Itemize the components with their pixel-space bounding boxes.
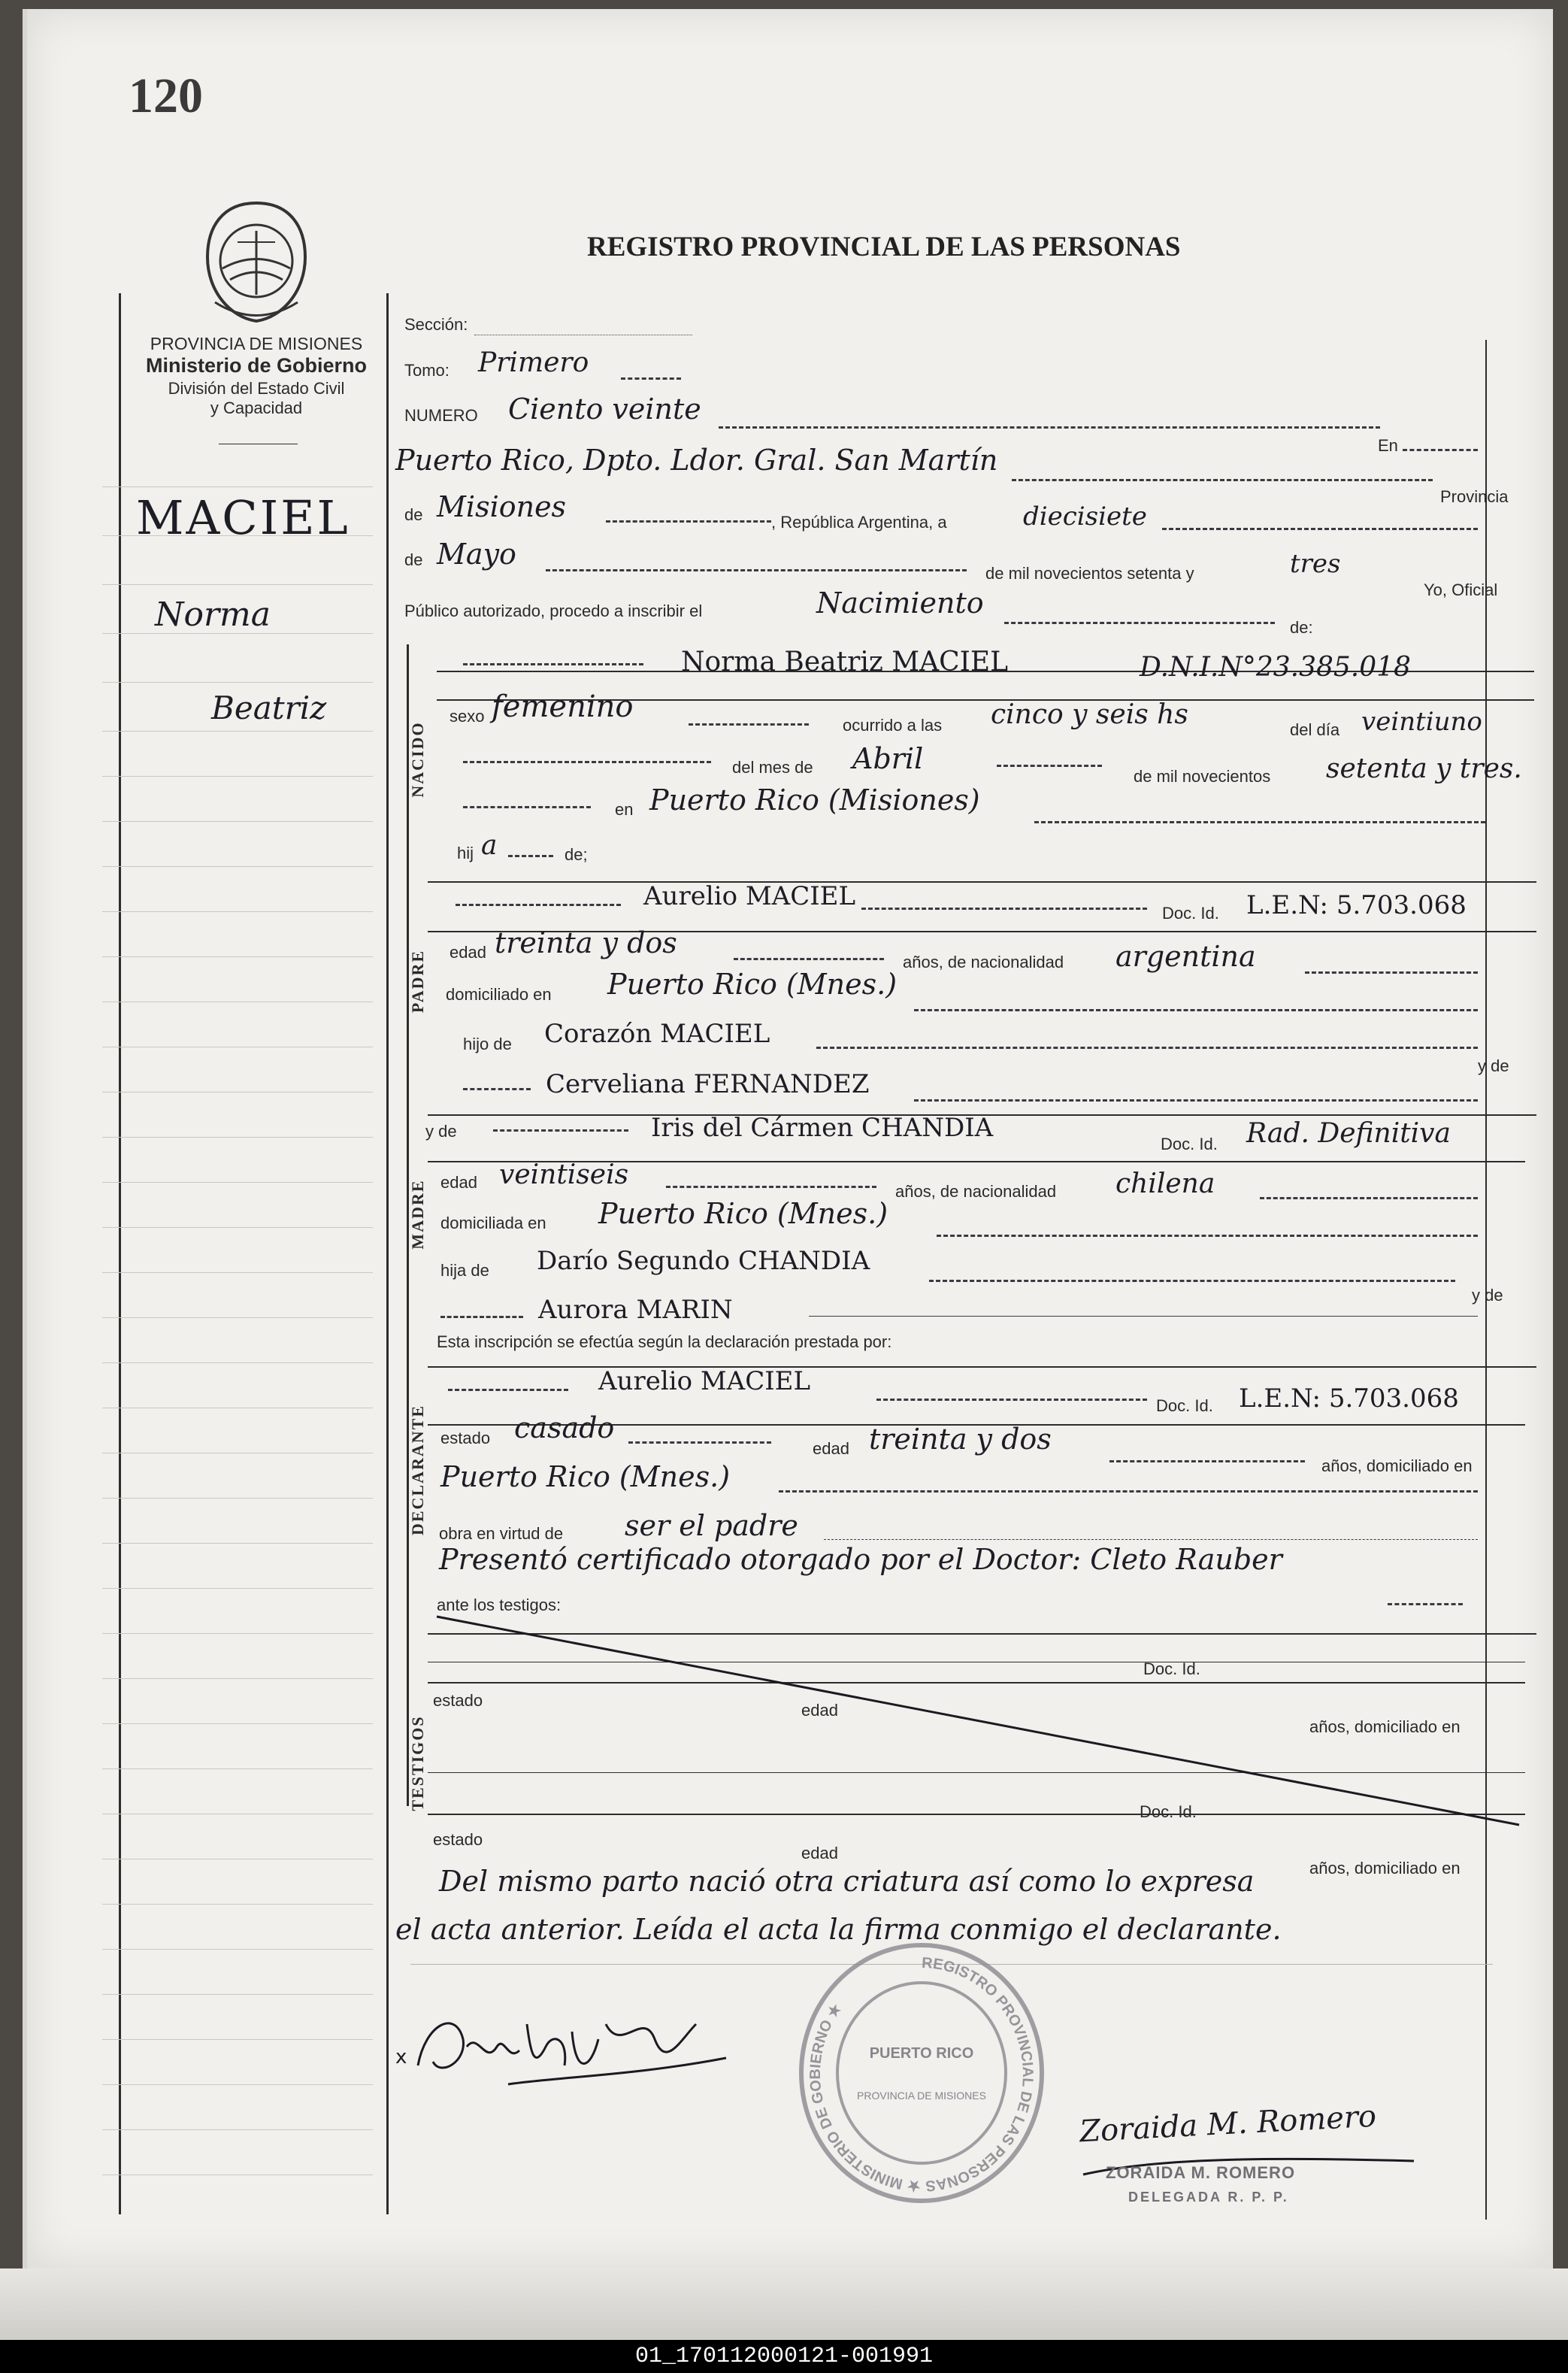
official-title: DELEGADA R. P. P. (1128, 2190, 1289, 2205)
label-ante-testigos: ante los testigos: (437, 1596, 562, 1614)
margin-surname: MACIEL (136, 490, 350, 545)
value-padre-madre: Cerveliana FERNANDEZ (546, 1069, 870, 1099)
label-madre-doc: Doc. Id. (1161, 1135, 1218, 1153)
stamp-ring-text: REGISTRO PROVINCIAL DE LAS PERSONAS ★ MINISTERIO DE GOBIERNO ★ (807, 1954, 1037, 2195)
value-madre-nombre: Iris del Cármen CHANDIA (651, 1113, 994, 1143)
label-hij: hij (457, 844, 474, 862)
label-del-mes: del mes de (732, 758, 813, 777)
label-testigo2-edad: edad (801, 1844, 838, 1862)
label-de-colon: de: (1290, 618, 1313, 637)
section-label-declarante: DECLARANTE (408, 1404, 427, 1536)
register-page (23, 9, 1553, 2268)
svg-text:x: x (395, 2046, 407, 2068)
value-madre-padre: Darío Segundo CHANDIA (537, 1246, 870, 1276)
value-acto: Nacimiento (816, 586, 984, 620)
section-label-nacido: NACIDO (408, 721, 427, 798)
division-line: División del Estado Civil (168, 379, 345, 398)
label-padre-edad: edad (450, 943, 486, 962)
value-numero: Ciento veinte (508, 392, 701, 426)
value-padre-edad: treinta y dos (495, 926, 677, 959)
value-decl-nombre: Aurelio MACIEL (598, 1366, 811, 1396)
value-dia-acta: diecisiete (1023, 502, 1147, 532)
value-decl-doc: L.E.N: 5.703.068 (1239, 1383, 1459, 1414)
label-madre-hija-de: hija de (440, 1261, 489, 1280)
label-provincia: Provincia (1440, 487, 1509, 506)
official-signature: Zoraida M. Romero (1079, 2099, 1378, 2150)
label-testigo1-estado: estado (433, 1691, 483, 1710)
folio-number: 120 (129, 68, 203, 123)
left-margin-line (119, 293, 121, 2214)
capacity-line: y Capacidad (210, 399, 303, 417)
value-madre-edad: veintiseis (499, 1159, 629, 1190)
section-label-padre: PADRE (408, 949, 427, 1014)
label-madre-edad: edad (440, 1173, 477, 1192)
label-del-dia: del día (1290, 720, 1340, 739)
label-madre-y-de: y de (1472, 1286, 1503, 1305)
label-padre-nacionalidad: años, de nacionalidad (903, 953, 1064, 971)
value-padre-nombre: Aurelio MACIEL (643, 881, 856, 911)
document-title: REGISTRO PROVINCIAL DE LAS PERSONAS (587, 232, 1181, 262)
cancel-diagonal-line (407, 1611, 1534, 1836)
ministry-block (114, 334, 399, 418)
value-nombre-nacido: Norma Beatriz MACIEL (681, 647, 1009, 677)
section-label-testigos: TESTIGOS (408, 1715, 427, 1811)
label-decl-estado: estado (440, 1429, 491, 1447)
value-sexo: femenino (492, 689, 634, 724)
label-padre-doc: Doc. Id. (1162, 904, 1219, 923)
label-padre-domicilio: domiciliado en (446, 985, 552, 1004)
right-border (1485, 340, 1487, 2220)
label-en-lugar: en (615, 800, 634, 819)
official-printed-name: ZORAIDA M. ROMERO (1106, 2163, 1296, 2182)
label-de-semi: de; (565, 845, 588, 864)
value-madre-doc: Rad. Definitiva (1246, 1118, 1451, 1149)
label-yo-oficial: Yo, Oficial (1424, 580, 1498, 599)
value-anio-nac: setenta y tres. (1326, 753, 1522, 784)
label-madre-domicilio: domiciliada en (440, 1214, 546, 1232)
coat-of-arms-icon (200, 197, 313, 325)
label-de-provincia: de (404, 505, 423, 524)
label-republica: , República Argentina, a (771, 513, 947, 532)
ministry-line: Ministerio de Gobierno (145, 354, 368, 377)
label-inscripcion: Esta inscripción se efectúa según la declaración prestada por: (437, 1332, 892, 1351)
value-lugar-nac: Puerto Rico (Misiones) (649, 783, 980, 817)
note-line-2: el acta anterior. Leída el acta la firma conmigo el declarante. (395, 1913, 1282, 1946)
page-edge-band (0, 2268, 1568, 2340)
label-testigo1-edad: edad (801, 1701, 838, 1720)
label-testigo1-domicilio: años, domiciliado en (1309, 1717, 1461, 1736)
official-stamp (794, 1938, 1049, 2208)
province-line: PROVINCIA DE MISIONES (150, 334, 363, 353)
label-decl-domicilio: años, domiciliado en (1321, 1456, 1473, 1475)
label-tomo: Tomo: (404, 361, 450, 380)
value-lugar: Puerto Rico, Dpto. Ldor. Gral. San Martín (395, 444, 998, 477)
label-testigo2-doc: Doc. Id. (1140, 1802, 1197, 1821)
value-padre-doc: L.E.N: 5.703.068 (1246, 890, 1467, 920)
label-madre-y-de: y de (425, 1122, 457, 1141)
value-hora: cinco y seis hs (991, 699, 1188, 730)
declarant-signature (395, 1994, 741, 2114)
image-id-caption: 01_170112000121-001991 (0, 2340, 1568, 2373)
value-dia-nac: veintiuno (1361, 707, 1482, 737)
label-decl-obra: obra en virtud de (439, 1524, 564, 1543)
declarant-signature-name: Aurelio Maciel (440, 2096, 530, 2110)
value-padre-padre: Corazón MACIEL (544, 1019, 770, 1049)
value-madre-madre: Aurora MARIN (538, 1295, 733, 1325)
column-divider (386, 293, 389, 2214)
value-certificado: Presentó certificado otorgado por el Doctor: Cleto Rauber (439, 1543, 1282, 1576)
label-madre-nacionalidad: años, de nacionalidad (895, 1182, 1057, 1201)
value-decl-dom: Puerto Rico (Mnes.) (440, 1460, 731, 1493)
label-sexo: sexo (450, 707, 485, 726)
value-padre-dom: Puerto Rico (Mnes.) (607, 968, 898, 1001)
note-line-1: Del mismo parto nació otra criatura así como lo expresa (439, 1865, 1255, 1898)
label-publico: Público autorizado, procedo a inscribir el (404, 602, 703, 620)
value-decl-virtud: ser el padre (625, 1509, 798, 1542)
section-label-madre: MADRE (408, 1179, 427, 1250)
value-mes-acta: Mayo (437, 538, 516, 571)
stamp-center-text: PUERTO RICO (869, 2045, 974, 2062)
value-tomo: Primero (478, 347, 589, 378)
label-testigo2-estado: estado (433, 1830, 483, 1849)
label-en: En (1378, 436, 1398, 455)
label-de-mil-novecientos: de mil novecientos (1134, 767, 1271, 786)
value-anio-acta: tres (1290, 549, 1341, 579)
margin-first-name: Norma (155, 596, 271, 634)
label-de-mes: de (404, 550, 423, 569)
margin-second-name: Beatriz (211, 689, 327, 726)
value-provincia: Misiones (437, 490, 567, 523)
value-mes-nac: Abril (852, 742, 924, 775)
value-madre-dom: Puerto Rico (Mnes.) (598, 1197, 888, 1230)
svg-text:REGISTRO PROVINCIAL DE LAS PER (807, 1955, 1036, 2194)
value-padre-nac: argentina (1115, 940, 1256, 973)
value-hij-suffix: a (481, 830, 498, 861)
label-testigo2-domicilio: años, domiciliado en (1309, 1859, 1461, 1877)
value-decl-estado: casado (514, 1411, 615, 1444)
label-seccion: Sección: (404, 315, 468, 334)
label-testigo1-doc: Doc. Id. (1143, 1659, 1200, 1678)
label-padre-y-de: y de (1478, 1056, 1509, 1075)
label-ocurrido: ocurrido a las (843, 716, 943, 735)
stamp-center-text-2: PROVINCIA DE MISIONES (857, 2090, 986, 2102)
label-numero: NUMERO (404, 406, 478, 425)
label-decl-doc: Doc. Id. (1156, 1396, 1213, 1415)
value-dni-nacido: D.N.I.N°23.385.018 (1140, 652, 1411, 683)
value-madre-nac: chilena (1115, 1168, 1215, 1199)
label-padre-hijo-de: hijo de (463, 1035, 512, 1053)
value-decl-edad: treinta y dos (869, 1423, 1052, 1456)
label-mil-novecientos: de mil novecientos setenta y (985, 564, 1194, 583)
label-decl-edad: edad (813, 1439, 849, 1458)
